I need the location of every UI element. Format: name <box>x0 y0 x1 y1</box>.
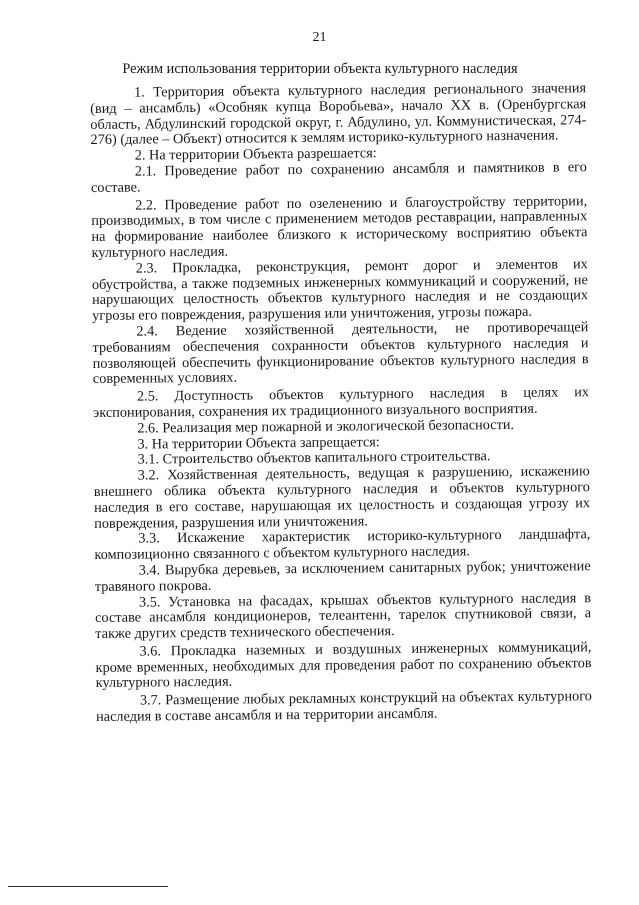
document-body <box>90 81 592 726</box>
paragraph-3: 3. На территории Объекта запрещается: <box>137 433 380 453</box>
document-title: Режим использования территории объекта культурного наследия <box>122 61 518 77</box>
paragraph-2-2: 2.2. Проведение работ по озеленению и благоустройству территории, производимых, в том числе с применением методов реставрации, направленных на формирование наиболее близкого к историческому восприятию объекта культурного наследия. <box>91 192 588 261</box>
page-number: 21 <box>312 30 327 45</box>
paragraph-3-7: 3.7. Размещение любых рекламных конструкций на объектах культурного наследия в составе ансамбля и на территории ансамбля. <box>95 688 592 726</box>
paragraph-2-1: 2.1. Проведение работ по сохранению ансамбля и памятников в его составе. <box>90 159 587 196</box>
paragraph-3-5: 3.5. Установка на фасадах, крышах объектов культурного наследия в составе ансамбля кондиционеров, телеантенн, тарелок спутниковой связи, а также других средств технического обеспечения. <box>95 589 592 643</box>
footnote-divider <box>8 886 168 887</box>
paragraph-1: 1. Территория объекта культурного наследия регионального значения (вид – ансамбль) «Особняк купца Воробьева», начало XX в. (Оренбургская область, Абдулинский городской округ, г. Абдулино, ул. Коммунистическая, 274-276) (далее – Объект) относится к землям историко-культурного назначения. <box>90 80 587 149</box>
paragraph-2: 2. На территории Объекта разрешается: <box>134 145 377 164</box>
paragraph-3-3: 3.3. Искажение характеристик историко-культурного ландшафта, композиционно связанного с объектом культурного наследия. <box>94 526 591 564</box>
paragraph-2-6: 2.6. Реализация мер пожарной и экологической безопасности. <box>137 416 515 437</box>
paragraph-3-2: 3.2. Хозяйственная деятельность, ведущая к разрушению, искажению внешнего облика объекта культурного наследия и объектов культурного наследия в его составе, нарушающая их целостность и создающая угрозу их повреждения, разрушения или уничтожения. <box>93 463 591 532</box>
paragraph-3-6: 3.6. Прокладка наземных и воздушных инженерных коммуникаций, кроме временных, необходимых для проведения работ по сохранению объектов культурного наследия. <box>95 639 592 692</box>
paragraph-2-3: 2.3. Прокладка, реконструкция, ремонт дорог и элементов их обустройства, а также подземных инженерных коммуникаций и сооружений, не нарушающих целостность объектов культурного наследия и не создающих угрозы его повреждения, разрушения или уничтожения, угрозы пожара. <box>91 255 589 325</box>
paragraph-2-4: 2.4. Ведение хозяйственной деятельности, не противоречащей требованиям обеспечения сохранности объектов культурного наследия и позволяющей обеспечить функционирование объектов культурного наследия в современных условиях. <box>92 319 589 388</box>
paragraph-3-1: 3.1. Строительство объектов капитального строительства. <box>137 448 491 468</box>
paragraph-2-5: 2.5. Доступность объектов культурного наследия в целях их экспонирования, сохранения их традиционного визуального восприятия. <box>93 384 590 421</box>
paragraph-3-4: 3.4. Вырубка деревьев, за исключением санитарных рубок; уничтожение травяного покрова. <box>94 558 591 595</box>
